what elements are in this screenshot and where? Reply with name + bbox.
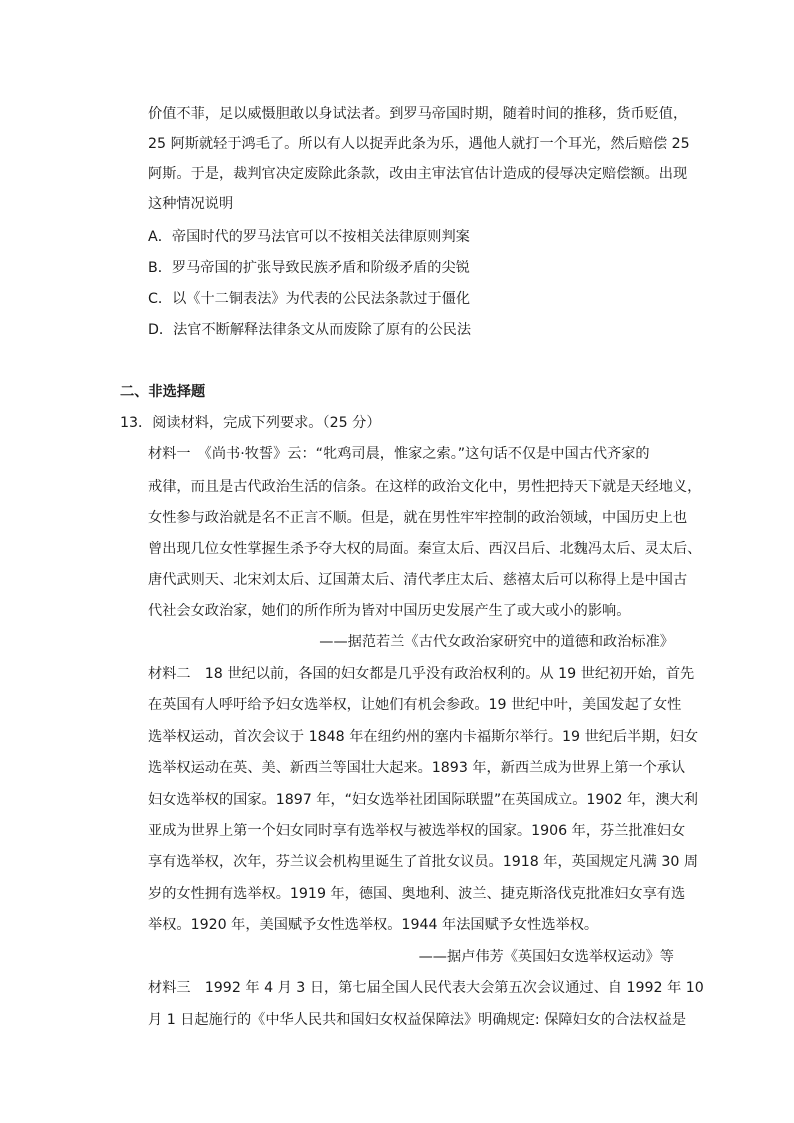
q12-text-line: 这种情况说明	[148, 196, 234, 212]
q12-option-c: C．以《十二铜表法》为代表的公民法条款过于僵化	[148, 291, 471, 307]
material1-line: 曾出现几位女性掌握生杀予夺大权的局面。秦宣太后、西汉吕后、北魏冯太后、灵太后、	[148, 541, 702, 557]
q12-option-a: A．帝国时代的罗马法官可以不按相关法律原则判案	[148, 229, 470, 245]
material2-line: 妇女选举权的国家。1897 年，“妇女选举社团国际联盟”在英国成立。1902 年，澳大利	[148, 792, 698, 808]
material2-line: 亚成为世界上第一个妇女同时享有选举权与被选举权的国家。1906 年，芬兰批准妇女	[148, 823, 686, 839]
material1-line: 唐代武则天、北宋刘太后、辽国萧太后、清代孝庄太后、慈禧太后可以称得上是中国古	[148, 572, 688, 588]
q12-text-line: 阿斯。于是，裁判官决定废除此条款，改由主审法官估计造成的侵辱决定赔偿额。出现	[148, 166, 688, 182]
material2-source: ——据卢伟芳《英国妇女选举权运动》等	[418, 949, 674, 965]
material2-line: 举权。1920 年，美国赋予女性选举权。1944 年法国赋予女性选举权。	[148, 917, 599, 933]
material1-line: 女性参与政治就是名不正言不顺。但是，就在男性牢牢控制的政治领域，中国历史上也	[148, 510, 688, 526]
material1-source: ——据范若兰《古代女政治家研究中的道德和政治标准》	[319, 634, 674, 650]
material1-line: 材料一 《尚书·牧誓》云：“牝鸡司晨，惟家之索。”这句话不仅是中国古代齐家的	[148, 446, 650, 462]
material3-line: 月 1 日起施行的《中华人民共和国妇女权益保障法》明确规定: 保障妇女的合法权益是	[148, 1012, 687, 1028]
q12-option-d: D．法官不断解释法律条文从而废除了原有的公民法	[148, 322, 472, 338]
material2-line: 在英国有人呼吁给予妇女选举权，让她们有机会参政。19 世纪中叶，美国发起了女性	[148, 697, 682, 713]
material1-line: 戒律，而且是古代政治生活的信条。在这样的政治文化中，男性把持天下就是天经地义，	[148, 479, 702, 495]
material2-line: 材料二 18 世纪以前，各国的妇女都是几乎没有政治权利的。从 19 世纪初开始，首先	[148, 666, 695, 682]
q12-text-line: 价值不菲，足以威慑胆敢以身试法者。到罗马帝国时期，随着时间的推移，货币贬值，	[148, 106, 688, 122]
material2-line: 选举权运动，首次会议于 1848 年在纽约州的塞内卡福斯尔举行。19 世纪后半期，妇女	[148, 729, 699, 745]
material1-line: 代社会女政治家，她们的所作所为皆对中国历史发展产生了或大或小的影响。	[148, 603, 631, 619]
q13-stem: 13．阅读材料，完成下列要求。（25 分）	[120, 415, 381, 431]
material2-line: 选举权运动在英、美、新西兰等国壮大起来。1893 年，新西兰成为世界上第一个承认	[148, 760, 686, 776]
material2-line: 享有选举权，次年，芬兰议会机构里诞生了首批女议员。1918 年，英国规定凡满 30 周	[148, 854, 699, 870]
q12-option-b: B．罗马帝国的扩张导致民族矛盾和阶级矛盾的尖锐	[148, 260, 470, 276]
material2-line: 岁的女性拥有选举权。1919 年，德国、奥地利、波兰、捷克斯洛伐克批准妇女享有选	[148, 886, 686, 902]
section-title: 二、非选择题	[120, 384, 206, 400]
material3-line: 材料三 1992 年 4 月 3 日，第七届全国人民代表大会第五次会议通过、自 1992 年 10	[148, 980, 704, 996]
q12-text-line: 25 阿斯就轻于鸿毛了。所以有人以捉弄此条为乐，遇他人就打一个耳光，然后赔偿 25	[148, 136, 690, 152]
